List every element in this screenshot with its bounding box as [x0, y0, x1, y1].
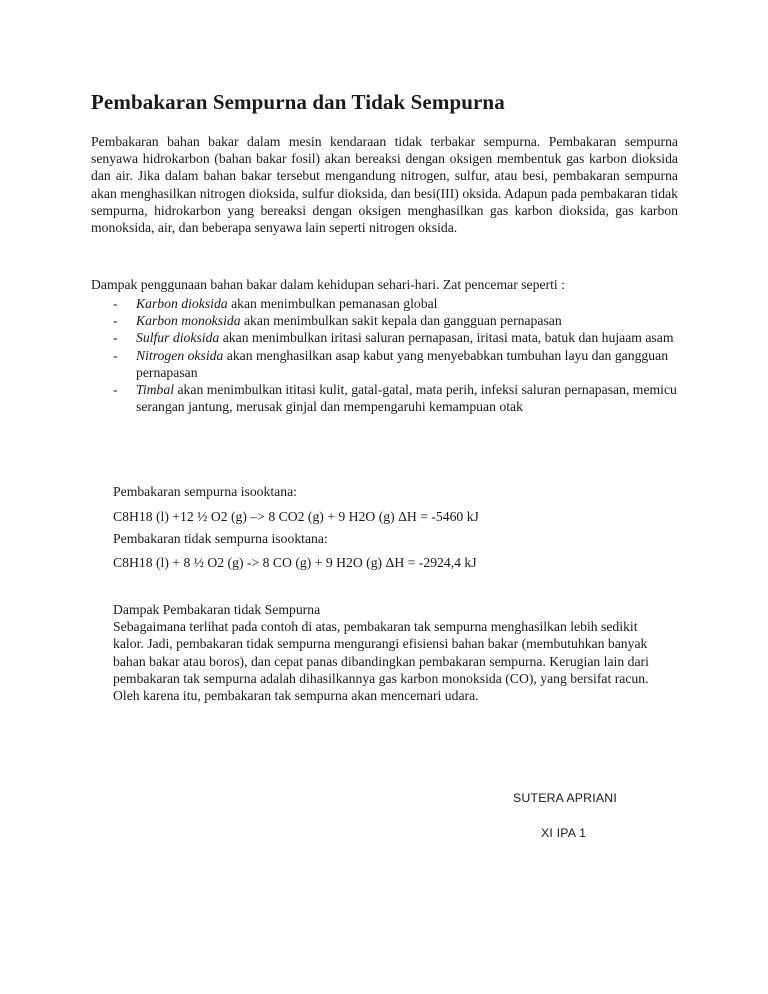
pollutant-name: Timbal [136, 382, 175, 398]
incomplete-combustion-label: Pembakaran tidak sempurna isooktana: [113, 531, 328, 546]
list-dash: - [113, 347, 118, 363]
pollutant-name: Karbon dioksida [136, 296, 228, 311]
pollutant-effect: akan menimbulkan sakit kepala dan gangguan pernapasan [240, 313, 562, 329]
complete-combustion-equation: C8H18 (l) +12 ½ O2 (g) –> 8 CO2 (g) + 9 H2O (g) ΔH = -5460 kJ [113, 509, 479, 524]
incomplete-impact-body: Sebagaimana terlihat pada contoh di atas, pembakaran tak sempurna menghasilkan lebih sedikit kalor. Jadi, pembakaran tidak sempurna mengurangi efisiensi bahan bakar (membutuhkan banyak bahan bakar atau boros), dan cepat panas dibandingkan pembakaran sempurna. Kerugian lain dari pembakaran tak sempurna adalah dihasilkannya gas karbon monoksida (CO), yang bersifat racun. Oleh karena itu, pembakaran tak sempurna akan mencemari udara. [113, 619, 649, 704]
author-class: XI IPA 1 [541, 826, 587, 840]
list-item [113, 347, 688, 381]
pollutant-effect: akan menimbulkan iritasi saluran pernapasan, iritasi mata, batuk dan hujaam asam [219, 330, 674, 346]
intro-paragraph: Pembakaran bahan bakar dalam mesin kendaraan tidak terbakar sempurna. Pembakaran sempurna senyawa hidrokarbon (bahan bakar fosil) akan bereaksi dengan oksigen membentuk gas karbon dioksida dan air. Jika dalam bahan bakar tersebut mengandung nitrogen, sulfur, atau besi, pembakaran sempurna akan menghasilkan nitrogen dioksida, sulfur dioksida, dan besi(III) oksida. Adapun pada pembakaran tidak sempurna, hidrokarbon yang bereaksi dengan oksigen menghasilkan gas karbon dioksida, gas karbon monoksida, air, dan beberapa senyawa lain seperti nitrogen oksida. [91, 134, 678, 236]
list-dash: - [113, 296, 118, 311]
incomplete-combustion-equation: C8H18 (l) + 8 ½ O2 (g) -> 8 CO (g) + 9 H2O (g) ΔH = -2924,4 kJ [113, 555, 477, 570]
list-dash: - [113, 313, 118, 329]
incomplete-impact-section [113, 601, 668, 704]
list-dash: - [113, 382, 118, 398]
pollutant-effect: akan menimbulkan pemanasan global [227, 296, 438, 311]
pollutant-name: Sulfur dioksida [136, 330, 220, 346]
list-dash: - [113, 330, 118, 346]
impact-lead-paragraph: Dampak penggunaan bahan bakar dalam kehidupan sehari-hari. Zat pencemar seperti : [91, 277, 565, 292]
list-item [113, 312, 688, 329]
list-item [113, 329, 688, 346]
pollutant-effect: akan menimbulkan ititasi kulit, gatal-gatal, mata perih, infeksi saluran pernapasan, memicu serangan jantung, merusak ginjal dan mempengaruhi kemampuan otak [136, 382, 677, 415]
pollutant-effect: akan menghasilkan asap kabut yang menyebabkan tumbuhan layu dan gangguan pernapasan [136, 347, 669, 380]
list-item [113, 295, 688, 312]
pollutant-name: Nitrogen oksida [136, 347, 224, 363]
document-title: Pembakaran Sempurna dan Tidak Sempurna [91, 90, 505, 114]
pollutant-list [113, 295, 688, 415]
incomplete-impact-heading: Dampak Pembakaran tidak Sempurna [113, 602, 321, 617]
list-item [113, 381, 688, 415]
pollutant-name: Karbon monoksida [136, 313, 241, 329]
author-name: SUTERA APRIANI [513, 791, 617, 805]
complete-combustion-label: Pembakaran sempurna isooktana: [113, 484, 297, 499]
